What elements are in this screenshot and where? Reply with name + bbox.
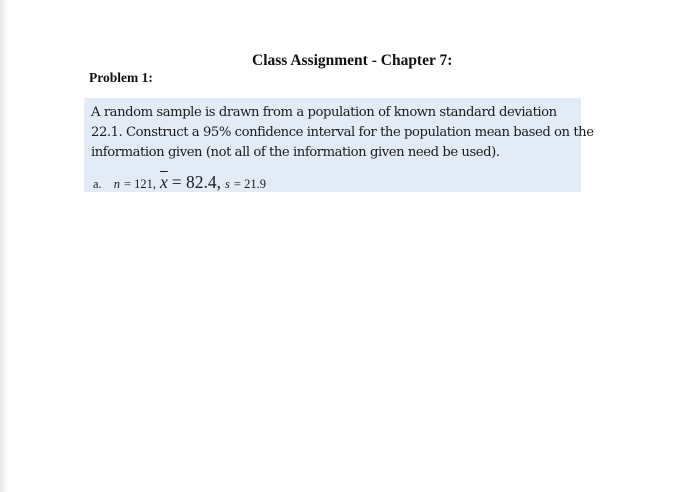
s-value: = 21.9 — [233, 177, 266, 191]
n-symbol: n — [113, 177, 120, 191]
document-title: Class Assignment - Chapter 7: — [252, 52, 453, 69]
problem-box — [84, 98, 594, 192]
problem-text-line: information given (not all of the information given need be used). — [91, 145, 500, 160]
problem-statement — [91, 103, 594, 163]
s-symbol: s — [225, 177, 230, 191]
problem-text-line: A random sample is drawn from a population of known standard deviation — [91, 105, 557, 120]
part-a-label: a. — [93, 177, 102, 191]
xbar-symbol: $\overline{x}$ — [160, 172, 168, 192]
xbar-value: = 82.4, — [171, 172, 222, 192]
page-edge-shadow — [0, 0, 8, 492]
part-a — [93, 172, 266, 193]
n-value: = 121, — [123, 177, 156, 191]
problem-heading: Problem 1: — [89, 70, 153, 85]
problem-text-line: 22.1. Construct a 95% confidence interval for the population mean based on the — [91, 125, 594, 140]
